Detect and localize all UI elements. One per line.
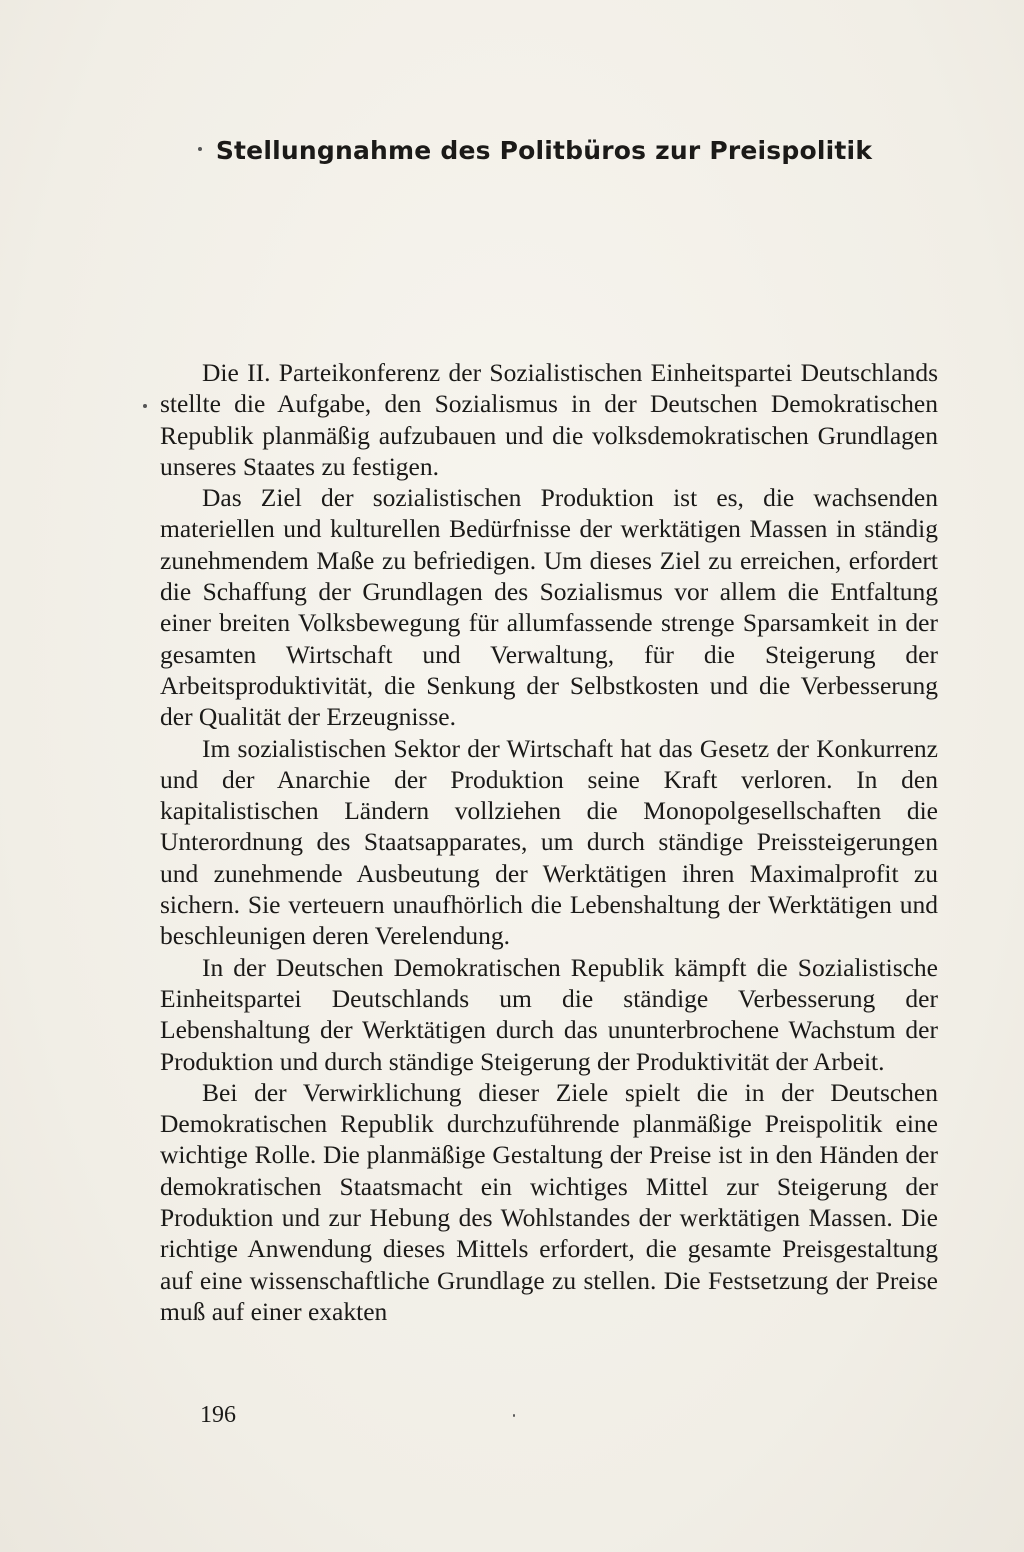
print-speck [143, 404, 147, 408]
paragraph-4: In der Deutschen Demokratischen Republik kämpft die Sozialistische Einheitspartei Deutschlands um die ständige Verbesserung der Lebenshaltung der Werktätigen durch das ununterbrochene Wachstum der Produktion und durch ständige Steigerung der Produktivität der Arbeit. [160, 952, 938, 1076]
print-speck [513, 1414, 515, 1417]
paragraph-5: Bei der Verwirklichung dieser Ziele spielt die in der Deutschen Demokratischen Republik durchzuführende planmäßige Preispolitik eine wichtige Rolle. Die planmäßige Gestaltung der Preise ist in den Händen der demokratischen Staatsmacht ein wichtiges Mittel zur Steigerung der Produktion und zur Hebung des Wohlstandes der werktätigen Massen. Die richtige Anwendung dieses Mittels erfordert, die gesamte Preisgestaltung auf eine wissenschaftliche Grundlage zu stellen. Die Festsetzung der Preise muß auf einer exakten [160, 1077, 938, 1326]
document-body [160, 357, 938, 1327]
paragraph-2: Das Ziel der sozialistischen Produktion ist es, die wachsenden materiellen und kulturellen Bedürfnisse der werktätigen Massen in ständig zunehmendem Maße zu befriedigen. Um dieses Ziel zu erreichen, erfordert die Schaffung der Grundlagen des Sozialismus vor allem die Entfaltung einer breiten Volksbewegung für allumfassende strenge Sparsamkeit in der gesamten Wirtschaft und Verwaltung, für die Steigerung der Arbeitsproduktivität, die Senkung der Selbstkosten und die Verbesserung der Qualität der Erzeugnisse. [160, 483, 938, 732]
paragraph-1: Die II. Parteikonferenz der Sozialistischen Einheitspartei Deutschlands stellte die Aufgabe, den Sozialismus in der Deutschen Demokratischen Republik planmäßig aufzubauen und die volksdemokratischen Grundlagen unseres Staates zu festigen. [160, 358, 938, 481]
paragraph-3: Im sozialistischen Sektor der Wirtschaft hat das Gesetz der Konkurrenz und der Anarchie der Produktion seine Kraft verloren. In den kapitalistischen Ländern vollziehen die Monopolgesellschaften die Unterordnung des Staatsapparates, um durch ständige Preissteigerungen und zunehmende Ausbeutung der Werktätigen ihren Maximalprofit zu sichern. Sie verteuern unaufhörlich die Lebenshaltung der Werktätigen und beschleunigen deren Verelendung. [160, 733, 938, 951]
document-title: Stellungnahme des Politbüros zur Preispolitik [215, 136, 873, 165]
page-number: 196 [200, 1402, 236, 1428]
